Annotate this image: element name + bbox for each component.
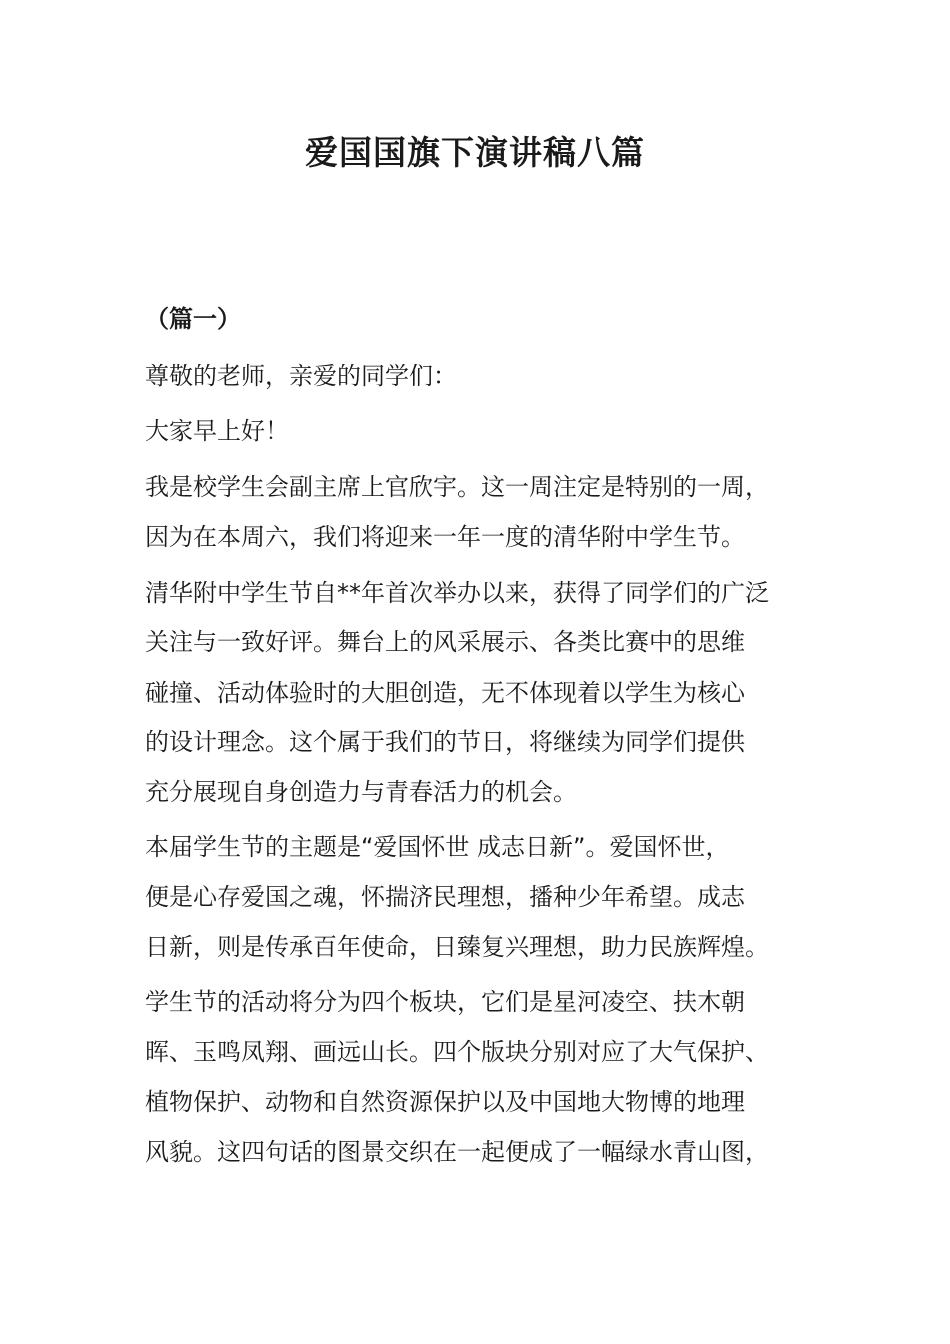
paragraph-line: 的设计理念。这个属于我们的节日，将继续为同学们提供	[145, 728, 745, 756]
paragraph-line: 便是心存爱国之魂，怀揣济民理想，播种少年希望。成志	[145, 883, 745, 911]
paragraph-line: 因为在本周六，我们将迎来一年一度的清华附中学生节。	[145, 523, 745, 551]
paragraph-line: 充分展现自身创造力与青春活力的机会。	[145, 778, 577, 806]
paragraph-line: 学生节的活动将分为四个板块，它们是星河凌空、扶木朝	[145, 988, 745, 1016]
document-title: 爱国国旗下演讲稿八篇	[305, 133, 645, 172]
paragraph-line: 风貌。这四句话的图景交织在一起便成了一幅绿水青山图，	[145, 1138, 769, 1166]
paragraph-line: 我是校学生会副主席上官欣宇。这一周注定是特别的一周，	[145, 473, 769, 501]
paragraph-line: 植物保护、动物和自然资源保护以及中国地大物博的地理	[145, 1088, 745, 1116]
paragraph-line: 清华附中学生节自**年首次举办以来，获得了同学们的广泛	[145, 579, 769, 607]
paragraph-line: 本届学生节的主题是“爱国怀世 成志日新”。爱国怀世，	[145, 833, 730, 861]
paragraph-line: 尊敬的老师，亲爱的同学们：	[145, 362, 457, 390]
paragraph-line: 晖、玉鸣凤翔、画远山长。四个版块分别对应了大气保护、	[145, 1038, 769, 1066]
paragraph-line: 大家早上好！	[145, 417, 289, 445]
paragraph-line: 日新，则是传承百年使命，日臻复兴理想，助力民族辉煌。	[145, 933, 769, 961]
paragraph-line: 碰撞、活动体验时的大胆创造，无不体现着以学生为核心	[145, 679, 745, 707]
paragraph-line: 关注与一致好评。舞台上的风采展示、各类比赛中的思维	[145, 628, 745, 656]
section-heading: （篇一）	[145, 305, 241, 333]
